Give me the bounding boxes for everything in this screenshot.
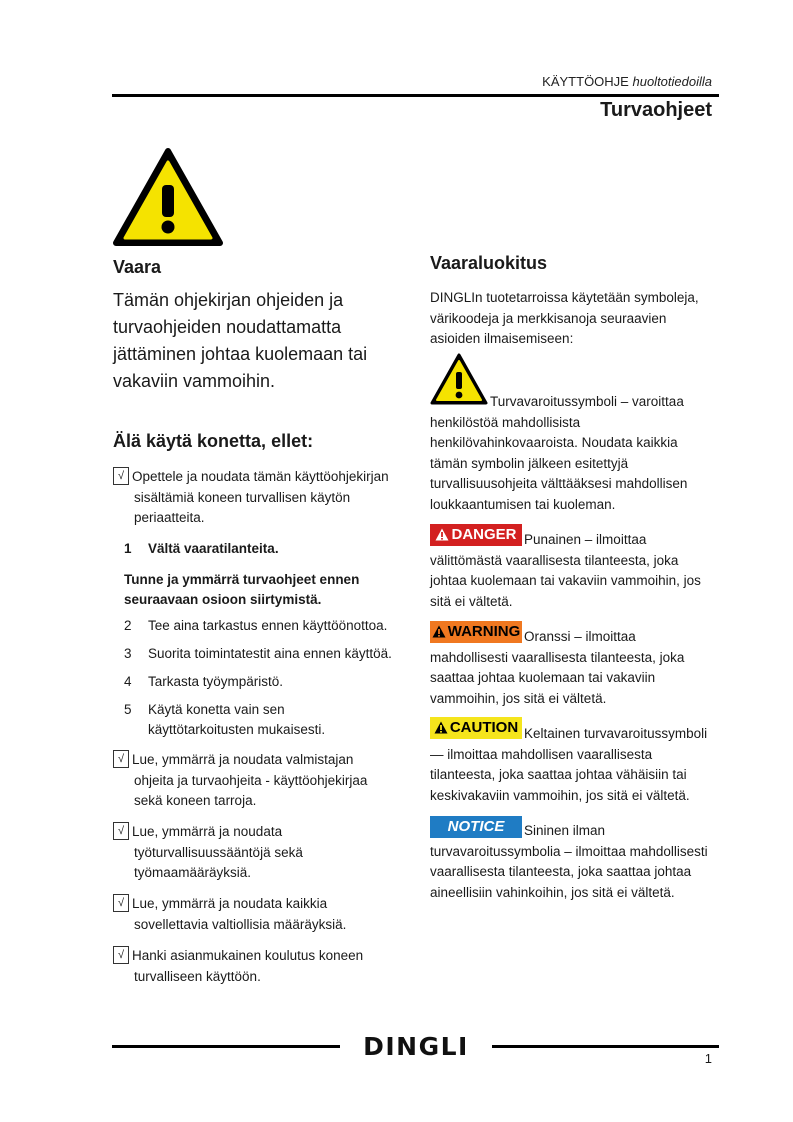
caution-label: CAUTION [449, 719, 519, 736]
para-line: välittömästä vaarallisesta tilanteesta, joka [430, 552, 679, 568]
page-title: Turvaohjeet [600, 99, 712, 121]
numbered-item [124, 616, 408, 636]
checklist-item [113, 467, 408, 529]
warning-label: WARNING [447, 623, 521, 640]
checkbox-icon: √ [113, 467, 129, 485]
footer-rule [112, 1045, 340, 1048]
intro-text [430, 288, 720, 350]
item-line: Käytä konetta vain sen [148, 702, 285, 717]
vaaraluokitus-heading: Vaaraluokitus [430, 253, 548, 273]
para-line: turvavaroitussymbolia – ilmoittaa mahdollisesti [430, 843, 708, 859]
item-line: sisältämiä koneen turvallisen käytön [134, 489, 351, 505]
checklist-item [113, 822, 408, 884]
numbered-item [124, 644, 408, 664]
para-line: henkilöstöä mahdollisista [430, 414, 581, 430]
item-text: Suorita toimintatestit aina ennen käyttöä. [148, 646, 392, 661]
item-line: Opettele ja noudata tämän käyttöohjekirjan [132, 469, 389, 484]
numbered-item [124, 539, 408, 559]
item-line: Lue, ymmärrä ja noudata kaikkia [132, 896, 328, 911]
para-line: aineellisiin vahinkoihin, jos sitä ei vältetä. [430, 884, 675, 900]
item-number: 1 [124, 541, 132, 556]
item-number: 3 [124, 646, 132, 661]
page-number: 1 [704, 1051, 712, 1066]
item-line: turvalliseen käyttöön. [134, 968, 261, 984]
para-line: loukkaantumisen tai kuoleman. [430, 496, 616, 512]
note-line: seuraavaan osioon siirtymistä. [124, 592, 322, 607]
item-number: 2 [124, 618, 132, 633]
para-line: turvallisuusohjeita välttääksesi mahdollisen [430, 476, 688, 491]
intro-line: asioiden ilmaisemiseen: [430, 331, 574, 346]
ala-kayta-heading: Älä käytä konetta, ellet: [113, 431, 314, 451]
header-doc-subtitle: huoltotiedoilla [632, 74, 712, 89]
warning-description [430, 627, 722, 709]
para-line: saattaa johtaa kuolemaan tai vakaviin [430, 670, 656, 685]
item-line: Lue, ymmärrä ja noudata valmistajan [132, 752, 354, 767]
dingli-logo [345, 1030, 487, 1062]
vaara-text [113, 287, 403, 395]
caution-description [430, 724, 722, 806]
intro-line: DINGLIn tuotetarroissa käytetään symboleja, [430, 290, 699, 305]
para-line: tilanteesta, joka saattaa johtaa vähäisiin tai [430, 767, 687, 782]
para-line: Keltainen turvavaroitussymboli [524, 726, 708, 741]
para-line: vammoihin, jos sitä ei vältetä. [430, 690, 607, 706]
item-number: 4 [124, 674, 132, 689]
vaara-line: vakaviin vammoihin. [113, 371, 276, 391]
para-line: johtaa kuolemaan tai vakaviin vammoihin, jos [430, 573, 701, 588]
numbered-item [124, 700, 408, 740]
checklist-item [113, 894, 408, 935]
para-line: — ilmoittaa mahdollisen vaarallisesta [430, 746, 653, 762]
para-line: Sininen ilman [524, 823, 606, 838]
footer-rule [492, 1045, 719, 1048]
intro-line: värikoodeja ja merkkisanoja seuraavien [430, 310, 667, 326]
checkbox-icon: √ [113, 894, 129, 912]
item-number: 5 [124, 702, 132, 717]
danger-label: DANGER [451, 526, 517, 543]
vaara-line: turvaohjeiden noudattamatta [113, 317, 342, 337]
tunne-note [124, 570, 404, 610]
item-text: Tee aina tarkastus ennen käyttöönottoa. [148, 618, 388, 633]
item-line: työmaamääräyksiä. [134, 865, 252, 880]
vaara-heading: Vaara [113, 257, 162, 277]
numbered-item [124, 672, 408, 692]
para-line: sitä ei vältetä. [430, 593, 513, 609]
item-text: Vältä vaaratilanteita. [148, 541, 279, 556]
item-line: periaatteita. [134, 510, 205, 525]
vaara-line: jättäminen johtaa kuolemaan tai [113, 344, 368, 364]
para-line: Punainen – ilmoittaa [524, 532, 647, 547]
note-line: Tunne ja ymmärrä turvaohjeet ennen [124, 572, 360, 587]
checkbox-icon: √ [113, 750, 129, 768]
warning-triangle-icon [112, 147, 224, 247]
item-line: työturvallisuussääntöjä sekä [134, 844, 303, 860]
checklist-item [113, 750, 408, 812]
header-rule [112, 94, 719, 97]
running-header [400, 74, 712, 89]
para-line: Oranssi – ilmoittaa [524, 629, 636, 644]
symbol-description [430, 392, 722, 515]
para-line: tämän symbolin jälkeen esitettyjä [430, 455, 629, 471]
checklist-item [113, 946, 408, 987]
header-doc-title: KÄYTTÖOHJE [542, 74, 629, 89]
item-line: Hanki asianmukainen koulutus koneen [132, 948, 364, 963]
danger-description [430, 530, 722, 612]
para-line: henkilövahinkovaaroista. Noudata kaikkia [430, 435, 678, 450]
checkbox-icon: √ [113, 946, 129, 964]
para-line: keskivakaviin vammoihin, jos sitä ei vältetä. [430, 787, 690, 803]
item-line: sovellettavia valtiollisia määräyksiä. [134, 916, 347, 932]
checkbox-icon: √ [113, 822, 129, 840]
para-line: vaarallisesta tilanteesta, joka saattaa johtaa [430, 864, 692, 879]
item-line: käyttötarkoitusten mukaisesti. [148, 722, 326, 737]
item-line: sekä koneen tarroja. [134, 793, 257, 808]
svg-text:DINGLI: DINGLI [363, 1032, 469, 1061]
item-line: ohjeita ja turvaohjeita - käyttöohjekirjaa [134, 772, 368, 788]
para-line: Turvavaroitussymboli – varoittaa [490, 394, 684, 409]
notice-description [430, 821, 722, 903]
para-line: mahdollisesti vaarallisesta tilanteesta, joka [430, 649, 685, 665]
item-line: Lue, ymmärrä ja noudata [132, 824, 283, 839]
item-text: Tarkasta työympäristö. [148, 674, 284, 689]
notice-label: NOTICE [447, 818, 505, 835]
vaara-line: Tämän ohjekirjan ohjeiden ja [113, 290, 344, 310]
